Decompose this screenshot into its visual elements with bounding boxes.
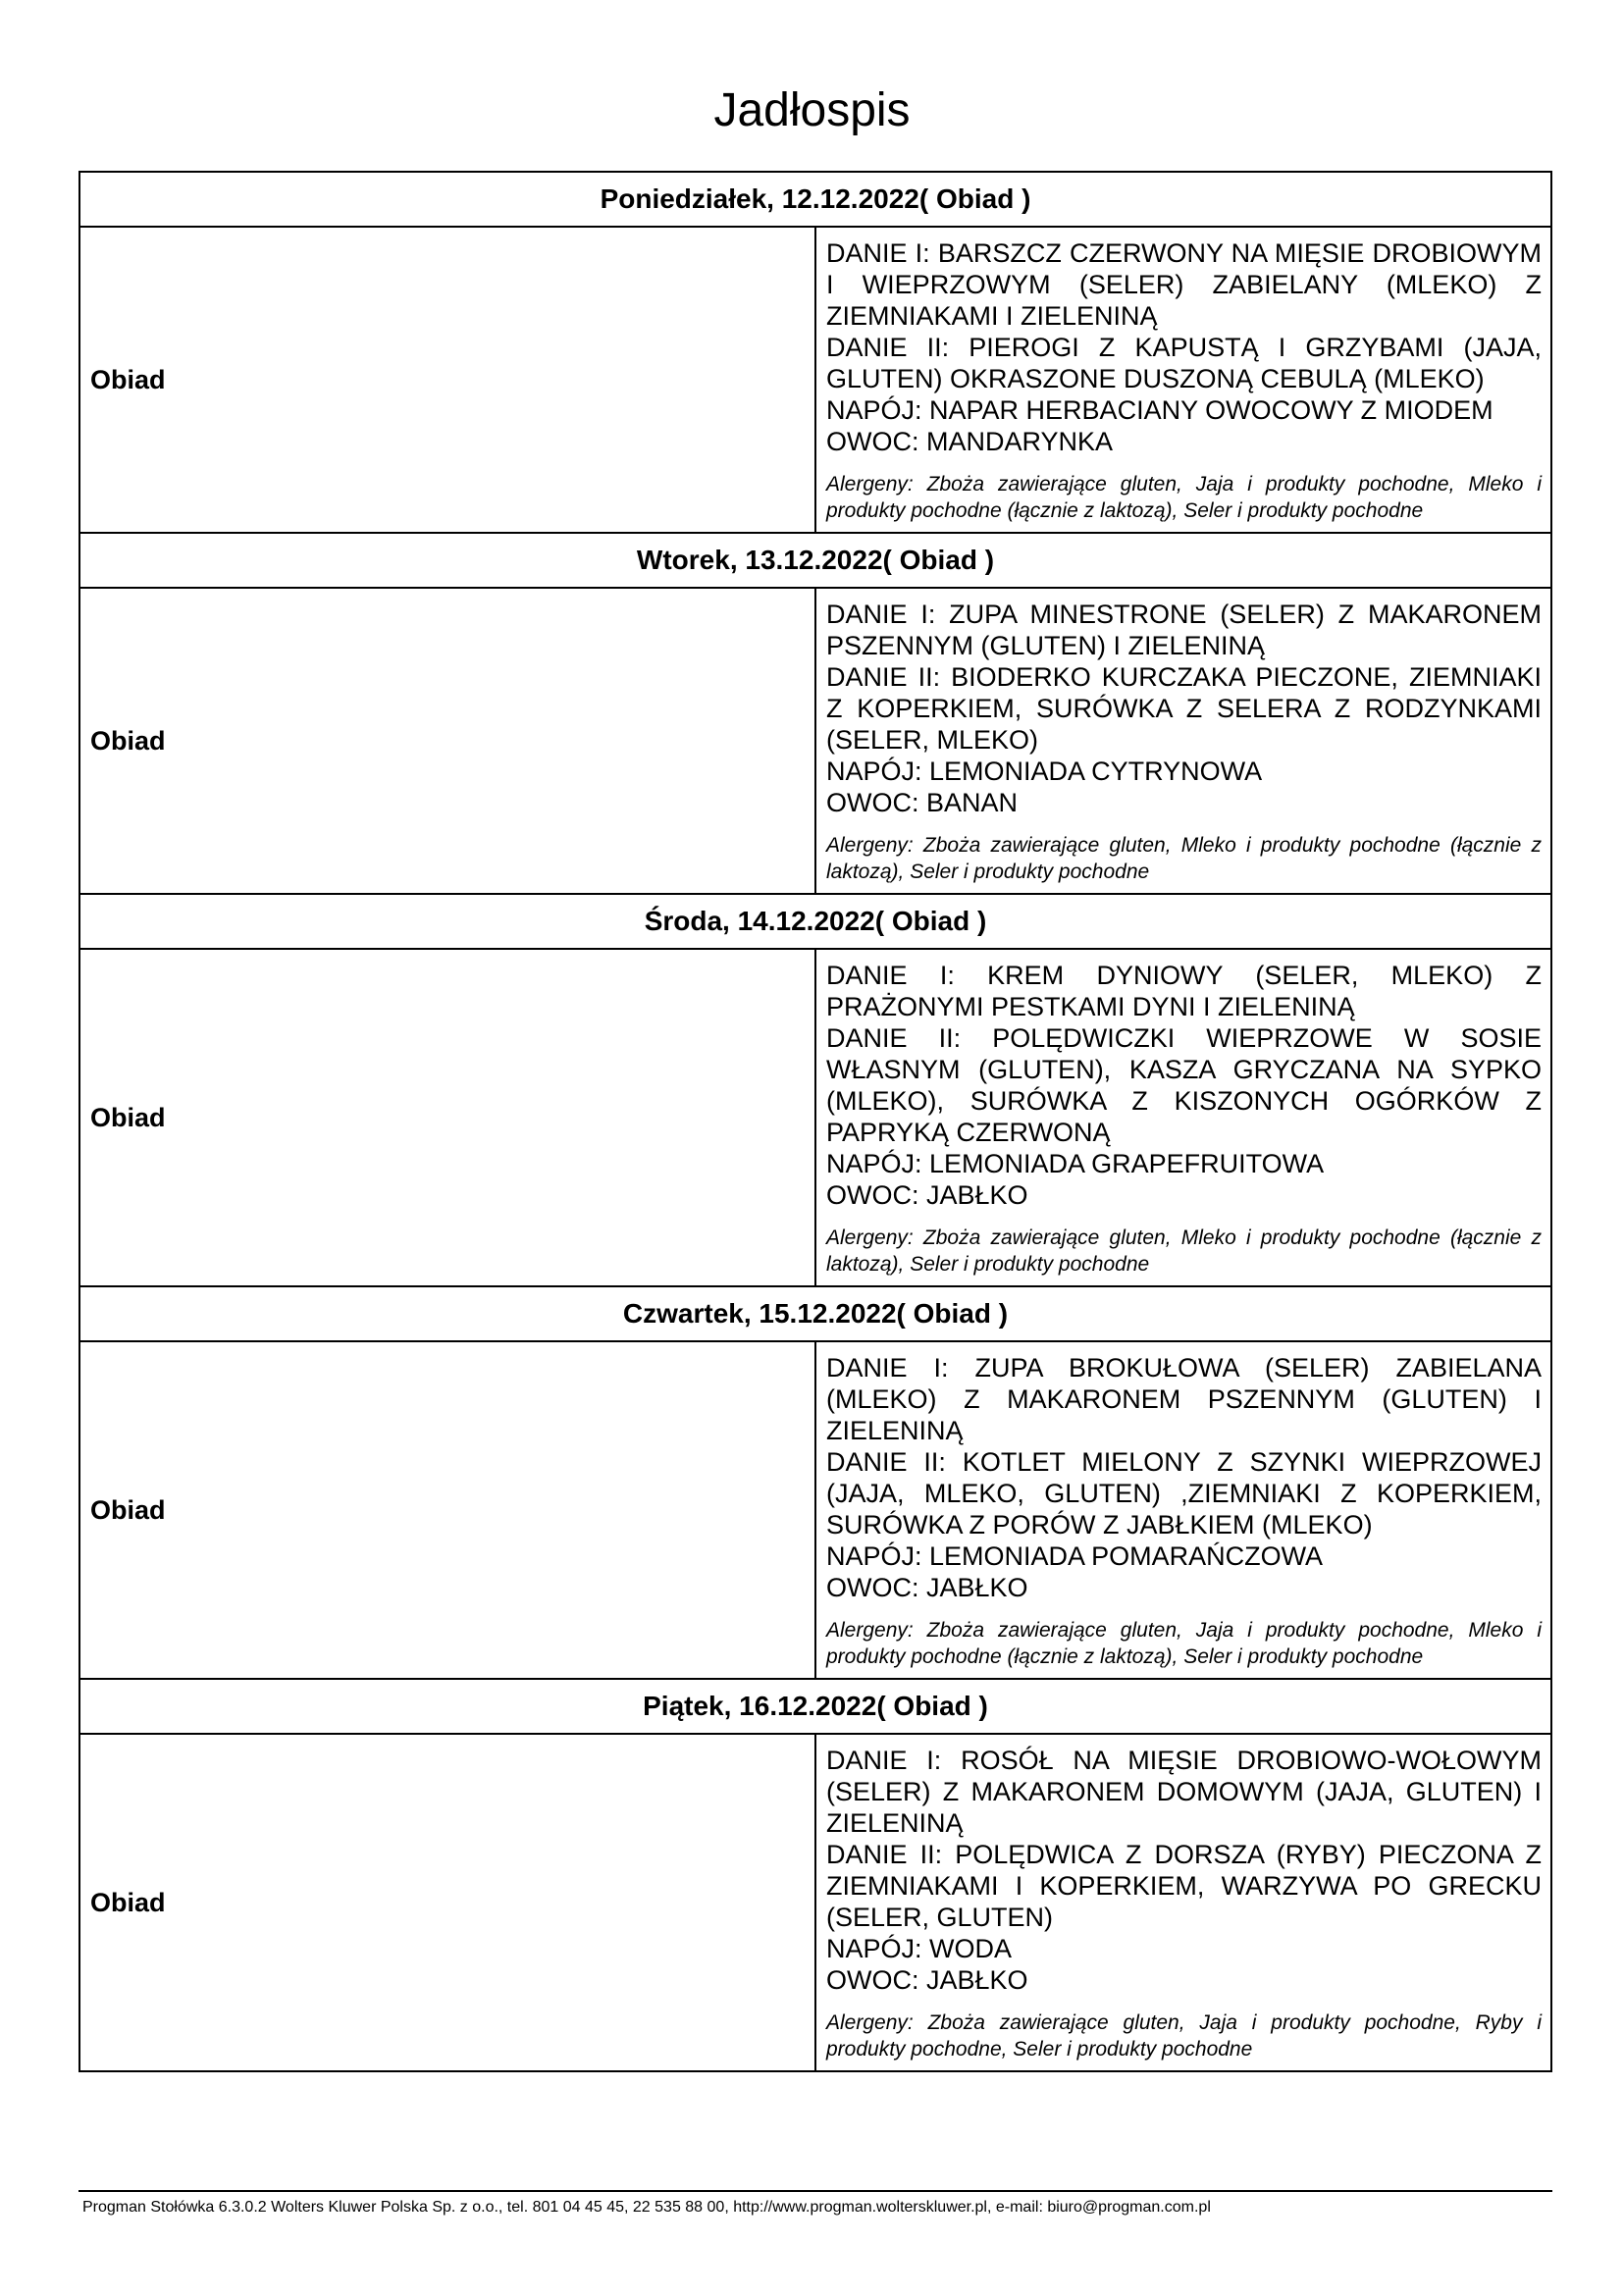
meal-label: Obiad [79,1734,815,2071]
day-header: Środa, 14.12.2022( Obiad ) [79,894,1551,949]
meal-label: Obiad [79,227,815,533]
dish-line: DANIE I: ZUPA MINESTRONE (SELER) Z MAKARONEM PSZENNYM (GLUTEN) I ZIELENINĄ [826,600,1542,660]
footer-text: Progman Stołówka 6.3.0.2 Wolters Kluwer Polska Sp. z o.o., tel. 801 04 45 45, 22 535 88 00, http://www.progman.wolterskluwer.pl, e-mail: biuro@progman.com.pl [82,2199,1211,2216]
dish-line: NAPÓJ: LEMONIADA GRAPEFRUITOWA [826,1149,1325,1178]
meal-content [815,1341,1551,1679]
dish-line: OWOC: JABŁKO [826,1573,1028,1602]
allergens-note: Alergeny: Zboża zawierające gluten, Jaja i produkty pochodne, Ryby i produkty pochodne, Seler i produkty pochodne [826,2011,1542,2061]
page-title: Jadłospis [713,84,911,136]
dish-line: OWOC: JABŁKO [826,1180,1028,1210]
dish-line: NAPÓJ: WODA [826,1934,1013,1963]
meal-row [79,1734,1551,2071]
meal-label: Obiad [79,949,815,1286]
meal-content [815,227,1551,533]
meal-label: Obiad [79,588,815,894]
dish-line: NAPÓJ: LEMONIADA POMARAŃCZOWA [826,1541,1324,1571]
meal-row [79,227,1551,533]
dish-line: DANIE II: KOTLET MIELONY Z SZYNKI WIEPRZOWEJ (JAJA, MLEKO, GLUTEN) ,ZIEMNIAKI Z KOPERKIEM, SURÓWKA Z PORÓW Z JABŁKIEM (MLEKO) [826,1447,1542,1539]
footer-divider [79,2190,1552,2192]
dish-line: OWOC: MANDARYNKA [826,427,1114,456]
dish-line: NAPÓJ: LEMONIADA CYTRYNOWA [826,757,1263,786]
day-header-row [79,533,1551,588]
allergens-note: Alergeny: Zboża zawierające gluten, Mleko i produkty pochodne (łącznie z laktozą), Seler i produkty pochodne [826,834,1542,883]
dish-line: DANIE II: BIODERKO KURCZAKA PIECZONE, ZIEMNIAKI Z KOPERKIEM, SURÓWKA Z SELERA Z RODZYNKAMI (SELER, MLEKO) [826,662,1542,755]
meal-row [79,1341,1551,1679]
meal-row [79,588,1551,894]
dish-line: DANIE II: PIEROGI Z KAPUSTĄ I GRZYBAMI (JAJA, GLUTEN) OKRASZONE DUSZONĄ CEBULĄ (MLEKO) [826,333,1542,393]
dish-line: NAPÓJ: NAPAR HERBACIANY OWOCOWY Z MIODEM [826,395,1493,425]
allergens-note: Alergeny: Zboża zawierające gluten, Mleko i produkty pochodne (łącznie z laktozą), Seler i produkty pochodne [826,1226,1542,1276]
meal-content [815,1734,1551,2071]
day-header: Poniedziałek, 12.12.2022( Obiad ) [79,172,1551,227]
day-header: Piątek, 16.12.2022( Obiad ) [79,1679,1551,1734]
meal-row [79,949,1551,1286]
day-header: Wtorek, 13.12.2022( Obiad ) [79,533,1551,588]
dish-line: DANIE I: BARSZCZ CZERWONY NA MIĘSIE DROBIOWYM I WIEPRZOWYM (SELER) ZABIELANY (MLEKO) Z ZIEMNIAKAMI I ZIELENINĄ [826,238,1542,331]
dish-line: OWOC: BANAN [826,788,1019,817]
dish-line: DANIE I: KREM DYNIOWY (SELER, MLEKO) Z PRAŻONYMI PESTKAMI DYNI I ZIELENINĄ [826,961,1542,1021]
meal-label: Obiad [79,1341,815,1679]
allergens-note: Alergeny: Zboża zawierające gluten, Jaja i produkty pochodne, Mleko i produkty pochodne (łącznie z laktozą), Seler i produkty pochodne [826,473,1542,522]
dish-line: DANIE I: ZUPA BROKUŁOWA (SELER) ZABIELANA (MLEKO) Z MAKARONEM PSZENNYM (GLUTEN) I ZIELENINĄ [826,1353,1542,1445]
day-header: Czwartek, 15.12.2022( Obiad ) [79,1286,1551,1341]
dish-line: DANIE II: POLĘDWICA Z DORSZA (RYBY) PIECZONA Z ZIEMNIAKAMI I KOPERKIEM, WARZYWA PO GRECKU (SELER, GLUTEN) [826,1840,1542,1932]
dish-line: OWOC: JABŁKO [826,1965,1028,1995]
dish-line: DANIE I: ROSÓŁ NA MIĘSIE DROBIOWO-WOŁOWYM (SELER) Z MAKARONEM DOMOWYM (JAJA, GLUTEN) I ZIELENINĄ [826,1746,1542,1838]
day-header-row [79,894,1551,949]
meal-content [815,588,1551,894]
menu-table [79,171,1552,2072]
allergens-note: Alergeny: Zboża zawierające gluten, Jaja i produkty pochodne, Mleko i produkty pochodne (łącznie z laktozą), Seler i produkty pochodne [826,1619,1542,1668]
dish-line: DANIE II: POLĘDWICZKI WIEPRZOWE W SOSIE WŁASNYM (GLUTEN), KASZA GRYCZANA NA SYPKO (MLEKO), SURÓWKA Z KISZONYCH OGÓRKÓW Z PAPRYKĄ CZERWONĄ [826,1023,1542,1147]
meal-content [815,949,1551,1286]
day-header-row [79,172,1551,227]
day-header-row [79,1286,1551,1341]
day-header-row [79,1679,1551,1734]
